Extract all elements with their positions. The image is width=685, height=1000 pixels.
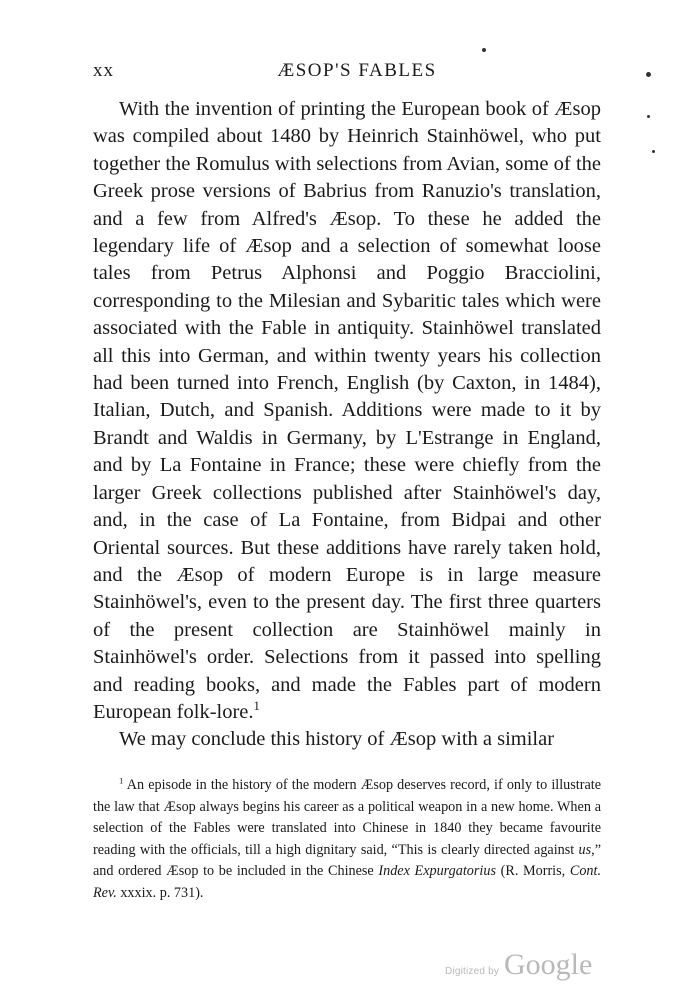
footnote-emphasis-us: us <box>578 841 592 858</box>
scan-speck-3 <box>647 115 650 118</box>
paragraph-1-text: With the invention of printing the European book of Æsop was compiled about 1480 by Heinrich Stainhöwel, who put together the Romulus with selections from Avian, some of the Greek prose versions of Babrius from Ranuzio's translation, and a few from Alfred's Æsop. To these he added the legendary life of Æsop and a selection of somewhat loose tales from Petrus Alphonsi and Poggio Bracciolini, corresponding to the Milesian and Sybaritic tales which were associated with the Fable in antiquity. Stainhöwel translated all this into German, and within twenty years his collection had been turned into French, English (by Caxton, in 1484), Italian, Dutch, and Spanish. Additions were made to it by Brandt and Waldis in Germany, by L'Estrange in England, and by La Fontaine in France; these were chiefly from the larger Greek collections published after Stainhöwel's day, and, in the case of La Fontaine, from Bidpai and other Oriental sources. But these additions have rarely taken hold, and the Æsop of modern Europe is in large measure Stainhöwel's, even to the present day. The first three quarters of the present collection are Stainhöwel mainly in Stainhöwel's order. Selections from it passed into spelling and reading books, and made the Fables part of modern European folk-lore. <box>93 98 601 723</box>
footnote-text <box>93 775 601 905</box>
footnote <box>93 775 601 905</box>
paragraph-1 <box>93 96 601 726</box>
footnote-text-part-3: (R. Morris, <box>495 863 570 880</box>
watermark-digitized-by: Digitized by <box>445 966 500 977</box>
footnote-text-part-2: ,” and ordered Æsop to be included in the Chinese <box>93 841 601 880</box>
scan-speck-2 <box>646 72 651 77</box>
digitization-watermark <box>445 948 595 984</box>
body-text <box>93 96 601 754</box>
scan-speck-4 <box>652 150 655 153</box>
paragraph-2: We may conclude this history of Æsop with a similar <box>119 728 555 751</box>
scan-speck-1 <box>482 48 486 52</box>
page-header <box>93 60 601 86</box>
running-title: ÆSOP'S FABLES <box>277 60 437 81</box>
footnote-text-part-1: An episode in the history of the modern Æsop deserves record, if only to illustrate the law that Æsop always begins his career as a political weapon in a new home. When a selection of the Fables were translated into Chinese in 1840 they became favourite reading with the officials, till a high dignitary said, “This is clearly directed against <box>93 777 601 858</box>
footnote-marker: 1 <box>119 775 124 786</box>
watermark-google-logo: Google <box>504 948 593 981</box>
footnote-index-title: Index Expurgatorius <box>378 863 496 880</box>
footnote-journal-title: Cont. Rev. <box>93 863 601 901</box>
page-number: xx <box>93 60 114 81</box>
footnote-text-part-4: xxxix. p. 731). <box>116 884 204 901</box>
footnote-reference: 1 <box>253 699 260 714</box>
